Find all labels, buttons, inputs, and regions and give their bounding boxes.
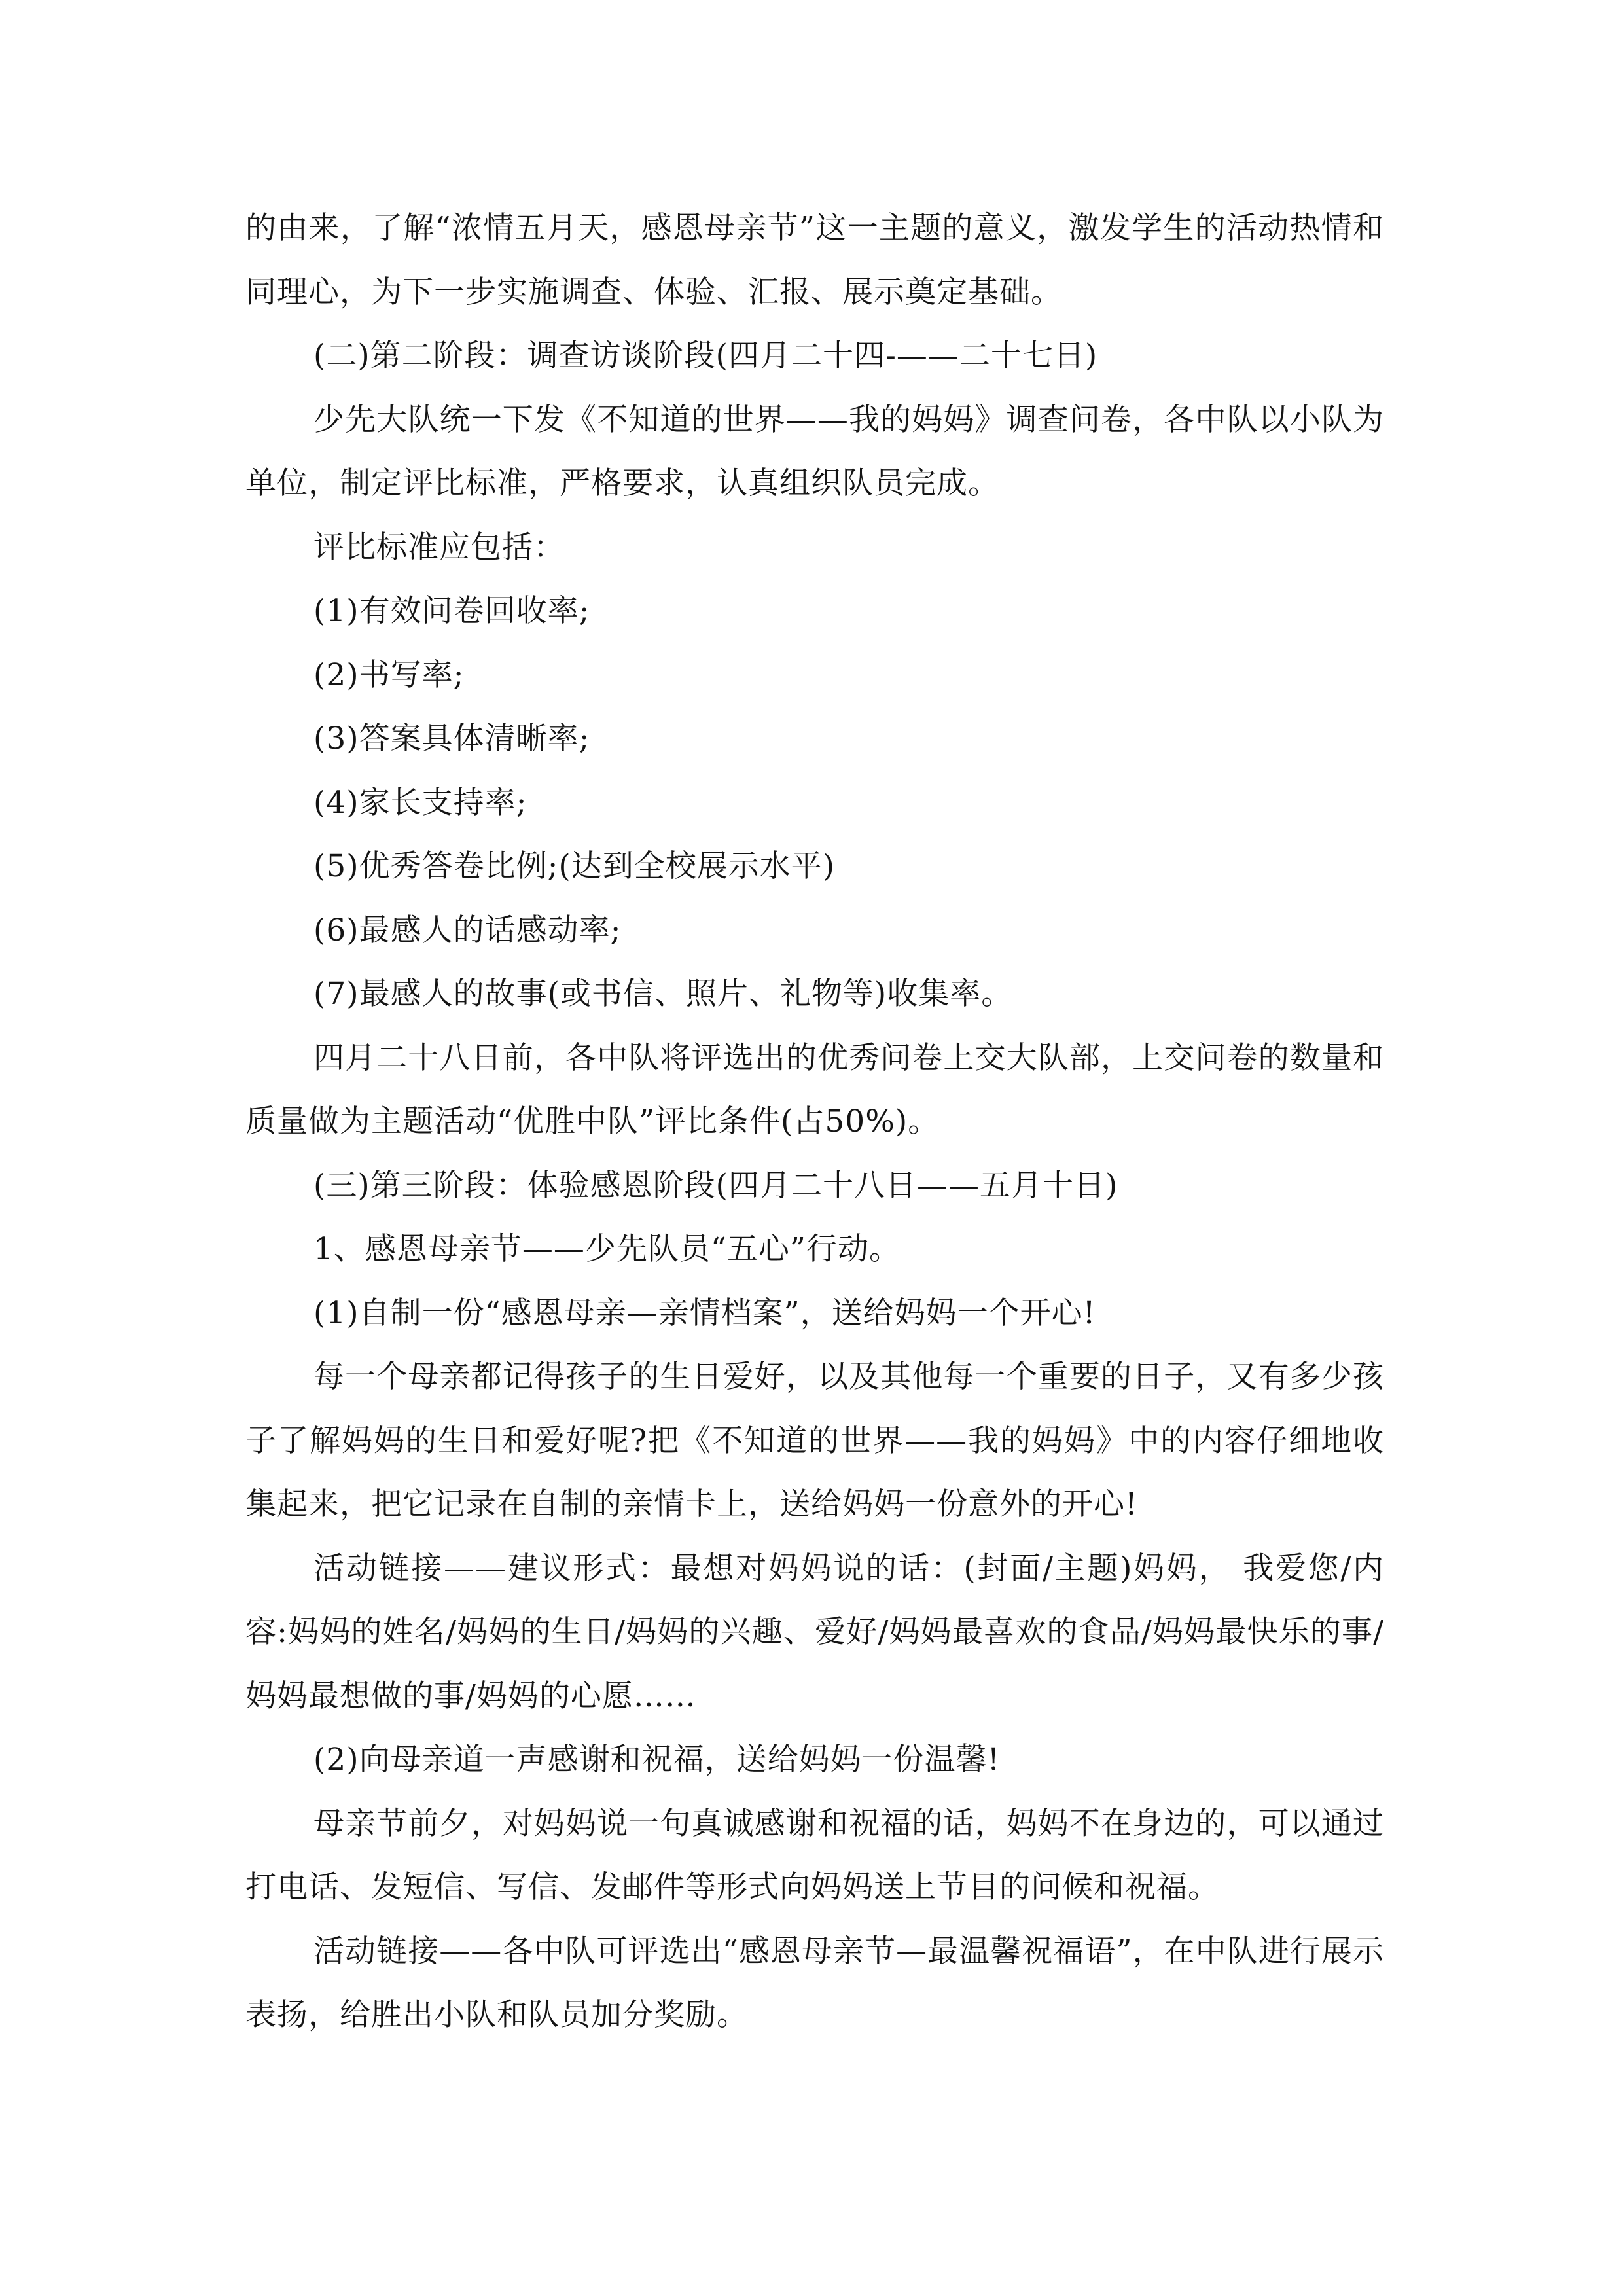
subsection-heading-five-hearts: 1、感恩母亲节——少先队员“五心”行动。 — [313, 1231, 901, 1267]
criteria-item-4: (4)家长支持率; — [313, 784, 527, 821]
criteria-item-6: (6)最感人的话感动率; — [313, 912, 622, 948]
section-heading-stage-3: (三)第三阶段：体验感恩阶段(四月二十八日——五月十日) — [313, 1167, 1118, 1204]
criteria-item-7: (7)最感人的故事(或书信、照片、礼物等)收集率。 — [313, 976, 1013, 1012]
criteria-item-1: (1)有效问卷回收率; — [313, 593, 590, 629]
document-body — [245, 196, 1384, 2047]
section-heading-stage-2: (二)第二阶段：调查访谈阶段(四月二十四-——二十七日) — [313, 338, 1098, 374]
paragraph-mothers-day-eve: 母亲节前夕，对妈妈说一句真诚感谢和祝福的话，妈妈不在身边的，可以通过打电话、发短信、写信、发邮件等形式向妈妈送上节目的问候和祝福。 — [245, 1805, 1384, 1905]
criteria-item-2: (2)书写率; — [313, 656, 465, 693]
criteria-item-5: (5)优秀答卷比例;(达到全校展示水平) — [313, 848, 836, 884]
criteria-intro: 评比标准应包括： — [313, 529, 565, 565]
paragraph-activity-link-2: 活动链接——各中队可评选出“感恩母亲节—最温馨祝福语”，在中队进行展示表扬，给胜出小队和队员加分奖励。 — [245, 1933, 1384, 2033]
paragraph-survey: 少先大队统一下发《不知道的世界——我的妈妈》调查问卷，各中队以小队为单位，制定评比标准，严格要求，认真组织队员完成。 — [245, 401, 1384, 501]
criteria-item-3: (3)答案具体清晰率; — [313, 721, 590, 757]
paragraph-activity-link-1: 活动链接——建议形式：最想对妈妈说的话：(封面/主题)妈妈， 我爱您/内容:妈妈的姓名/妈妈的生日/妈妈的兴趣、爱好/妈妈最喜欢的食品/妈妈最快乐的事/妈妈最想做的事/妈妈的心愿…… — [245, 1550, 1384, 1714]
paragraph-continuation: 的由来，了解“浓情五月天，感恩母亲节”这一主题的意义，激发学生的活动热情和同理心，为下一步实施调查、体验、汇报、展示奠定基础。 — [245, 210, 1384, 310]
paragraph-submission: 四月二十八日前，各中队将评选出的优秀问卷上交大队部，上交问卷的数量和质量做为主题活动“优胜中队”评比条件(占50%)。 — [245, 1039, 1384, 1139]
paragraph-birthday: 每一个母亲都记得孩子的生日爱好，以及其他每一个重要的日子，又有多少孩子了解妈妈的生日和爱好呢?把《不知道的世界——我的妈妈》中的内容仔细地收集起来，把它记录在自制的亲情卡上，送给妈妈一份意外的开心! — [245, 1359, 1384, 1522]
action-item-2: (2)向母亲道一声感谢和祝福，送给妈妈一份温馨! — [313, 1742, 1001, 1778]
action-item-1: (1)自制一份“感恩母亲—亲情档案”，送给妈妈一个开心! — [313, 1295, 1096, 1331]
